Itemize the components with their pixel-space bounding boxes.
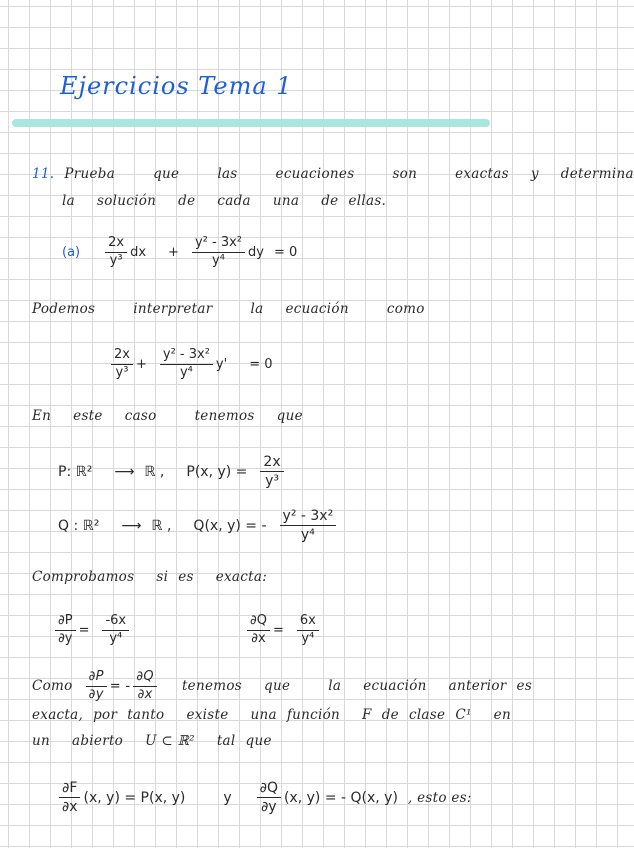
- denominator: y⁴: [301, 630, 315, 646]
- equals-zero: = 0: [273, 244, 298, 260]
- text-abierto: [32, 733, 272, 749]
- word: que: [153, 166, 180, 182]
- text-interpret: [32, 301, 425, 317]
- numerator: ∂P: [86, 670, 107, 687]
- denominator: y⁴: [109, 630, 123, 646]
- word: C¹: [455, 707, 472, 723]
- dx: dx: [130, 244, 147, 260]
- y-prime: y': [215, 356, 228, 372]
- numerator: ∂Q: [133, 670, 157, 687]
- word: caso: [124, 408, 157, 424]
- q-domain: Q : ℝ²: [58, 517, 100, 534]
- word: cada: [217, 193, 251, 209]
- word: anterior: [448, 678, 507, 695]
- text-case: [32, 408, 303, 424]
- exercise-statement-line2: [62, 193, 386, 209]
- word: por: [93, 707, 118, 723]
- word: Como: [32, 678, 73, 695]
- p-codomain: ℝ ,: [144, 463, 165, 480]
- conjunction-y: y: [223, 789, 232, 806]
- fraction: [297, 614, 319, 647]
- definition-q: [58, 508, 339, 543]
- word: este: [73, 408, 103, 424]
- word: son: [392, 166, 418, 182]
- word: tal: [216, 733, 236, 749]
- word: interpretar: [133, 301, 213, 317]
- equals-zero: = 0: [249, 356, 273, 372]
- denominator: ∂y: [261, 799, 277, 816]
- word: exacta:: [215, 569, 268, 585]
- p-domain: P: ℝ²: [58, 463, 93, 480]
- word: es: [178, 569, 194, 585]
- word: si: [156, 569, 169, 585]
- fraction: [160, 348, 213, 381]
- definition-p: [58, 454, 287, 489]
- word: y: [530, 166, 539, 182]
- word: U ⊂ ℝ²: [145, 733, 195, 749]
- word: ellas.: [348, 193, 387, 209]
- p-function: P(x, y) =: [186, 463, 248, 480]
- word: Comprobamos: [32, 569, 135, 585]
- numerator: y² - 3x²: [280, 508, 337, 526]
- denominator: y⁴: [179, 364, 193, 380]
- word: que: [245, 733, 272, 749]
- numerator: 6x: [297, 614, 319, 631]
- numerator: ∂Q: [247, 614, 270, 631]
- numerator: 2x: [260, 454, 283, 472]
- word: de: [321, 193, 339, 209]
- denominator: ∂y: [58, 630, 73, 646]
- equals-minus: = -: [109, 678, 131, 694]
- arrow-icon: ⟶: [121, 517, 142, 534]
- condition-p: (x, y) = P(x, y): [83, 789, 186, 806]
- numerator: ∂Q: [257, 780, 281, 798]
- fraction: [133, 670, 157, 703]
- numerator: y² - 3x²: [192, 236, 245, 253]
- word: es: [516, 678, 533, 695]
- text-exacta: [32, 707, 511, 723]
- equation-y-prime: [108, 348, 273, 381]
- page-title: Ejercicios Tema 1: [60, 72, 293, 100]
- word: las: [217, 166, 238, 182]
- word: existe: [186, 707, 229, 723]
- word: En: [32, 408, 52, 424]
- final-conditions: [56, 780, 472, 815]
- equals-sign: =: [272, 622, 284, 638]
- fraction: [86, 670, 107, 703]
- condition-q: (x, y) = - Q(x, y): [283, 789, 398, 806]
- word: que: [276, 408, 303, 424]
- numerator: 2x: [111, 348, 133, 365]
- fraction: [257, 780, 281, 815]
- numerator: 2x: [105, 236, 127, 253]
- word: exacta,: [32, 707, 84, 723]
- part-a-label: (a): [62, 244, 81, 260]
- denominator: y³: [115, 364, 129, 380]
- word: exactas: [455, 166, 509, 182]
- fraction: [55, 614, 76, 647]
- title-highlight: [12, 119, 490, 127]
- word: Podemos: [32, 301, 96, 317]
- exercise-statement-line1: [32, 166, 634, 182]
- numerator: ∂F: [59, 780, 80, 798]
- fraction: [280, 508, 337, 543]
- numerator: -6x: [102, 614, 129, 631]
- word: F: [362, 707, 372, 723]
- word: abierto: [72, 733, 124, 749]
- word: una: [272, 193, 300, 209]
- word: de: [381, 707, 399, 723]
- denominator: ∂x: [137, 686, 153, 702]
- denominator: y³: [109, 252, 123, 268]
- numerator: y² - 3x²: [160, 348, 213, 365]
- word: clase: [408, 707, 446, 723]
- word: tenemos: [181, 678, 243, 695]
- word: como: [386, 301, 425, 317]
- text-como: [32, 670, 532, 703]
- exercise-number: 11.: [32, 166, 55, 182]
- partial-q: [244, 614, 322, 647]
- tail-text: , esto es:: [407, 789, 472, 806]
- fraction: [192, 236, 245, 269]
- fraction: [102, 614, 129, 647]
- equals-sign: =: [78, 622, 90, 638]
- fraction: [59, 780, 81, 815]
- q-function: Q(x, y) = -: [193, 517, 267, 534]
- denominator: y³: [265, 473, 279, 490]
- partial-p: [52, 614, 132, 647]
- plus-sign: +: [168, 244, 179, 260]
- fraction: [247, 614, 270, 647]
- word: la: [62, 193, 75, 209]
- word: tenemos: [194, 408, 255, 424]
- word: en: [493, 707, 511, 723]
- fraction: [111, 348, 133, 381]
- denominator: y⁴: [212, 252, 225, 268]
- fraction: [260, 454, 283, 489]
- word: la: [328, 678, 342, 695]
- word: determina: [560, 166, 634, 182]
- word: solución: [96, 193, 157, 209]
- word: que: [264, 678, 291, 695]
- word: un: [32, 733, 50, 749]
- fraction: [105, 236, 127, 269]
- denominator: ∂x: [251, 630, 266, 646]
- word: de: [178, 193, 196, 209]
- word: la: [250, 301, 264, 317]
- text-check: [32, 569, 267, 585]
- equation-a: [62, 236, 297, 269]
- dy: dy: [248, 244, 264, 260]
- denominator: y⁴: [300, 527, 315, 544]
- word: ecuación: [285, 301, 349, 317]
- word: función: [286, 707, 341, 723]
- word: Prueba: [64, 166, 116, 182]
- numerator: ∂P: [55, 614, 76, 631]
- plus-sign: +: [135, 356, 147, 372]
- word: ecuaciones: [275, 166, 355, 182]
- denominator: ∂x: [62, 799, 78, 816]
- word: una: [250, 707, 277, 723]
- word: ecuación: [363, 678, 427, 695]
- denominator: ∂y: [88, 686, 104, 702]
- word: tanto: [127, 707, 165, 723]
- q-codomain: ℝ ,: [151, 517, 172, 534]
- arrow-icon: ⟶: [114, 463, 135, 480]
